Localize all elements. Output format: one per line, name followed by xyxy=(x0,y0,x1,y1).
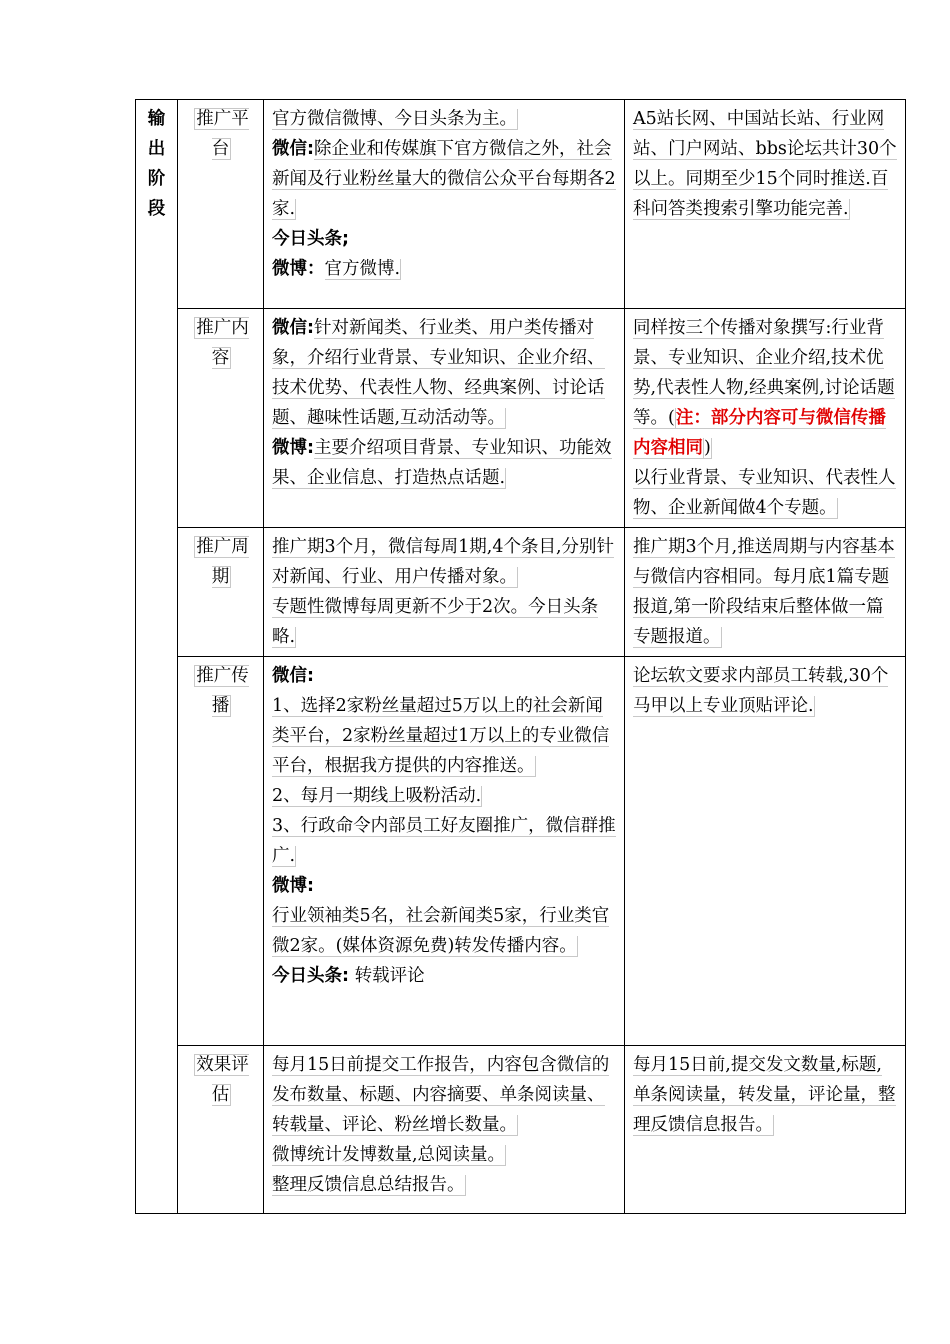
table-row-period xyxy=(136,528,906,657)
spread-item: 1、选择2家粉丝量超过5万以上的社会新闻类平台，2家粉丝量超过1万以上的专业微信平台，根据我方提供的内容推送。 xyxy=(272,696,610,776)
forum-cell xyxy=(625,528,906,657)
table-row-platform xyxy=(136,100,906,309)
row-label-cell xyxy=(178,100,264,309)
evaluation-text: 微博统计发博数量,总阅读量。 xyxy=(272,1145,506,1165)
forum-cell xyxy=(625,100,906,309)
wechat-weibo-cell xyxy=(264,1046,625,1214)
table-row-evaluation xyxy=(136,1046,906,1214)
weibo-text: 官方微博. xyxy=(324,259,401,279)
period-text: 推广期3个月，微信每周1期,4个条目,分别针对新闻、行业、用户传播对象。 xyxy=(272,537,615,587)
toutiao-label: 今日头条; xyxy=(272,229,349,249)
forum-text: 推广期3个月,推送周期与内容基本与微信内容相同。每月底1篇专题报道,第一阶段结束后整体做一篇专题报道。 xyxy=(633,537,895,647)
wechat-weibo-cell xyxy=(264,100,625,309)
spread-item: 2、每月一期线上吸粉活动. xyxy=(272,786,482,806)
period-text: 专题性微博每周更新不少于2次。今日头条略. xyxy=(272,597,599,647)
wechat-label: 微信: xyxy=(272,666,314,686)
forum-text: ) xyxy=(704,438,711,458)
table-row-spread xyxy=(136,657,906,1046)
forum-text: 论坛软文要求内部员工转载,30个马甲以上专业顶贴评论. xyxy=(633,666,889,716)
forum-cell xyxy=(625,309,906,528)
weibo-label: 微博： xyxy=(272,259,325,279)
wechat-weibo-cell xyxy=(264,309,625,528)
row-label: 推广内容 xyxy=(196,318,249,368)
forum-text: 每月15日前,提交发文数量,标题,单条阅读量，转发量，评论量，整理反馈信息报告。 xyxy=(633,1055,896,1135)
wechat-text: 除企业和传媒旗下官方微信之外，社会新闻及行业粉丝量大的微信公众平台每期各2家. xyxy=(272,139,616,219)
row-label-cell xyxy=(178,309,264,528)
table-row-content xyxy=(136,309,906,528)
stage-cell xyxy=(136,100,178,1214)
spread-item: 3、行政命令内部员工好友圈推广，微信群推广. xyxy=(272,816,616,866)
row-label: 推广传播 xyxy=(196,666,249,716)
row-label: 效果评估 xyxy=(196,1055,249,1105)
row-label-cell xyxy=(178,657,264,1046)
toutiao-label: 今日头条: xyxy=(272,966,349,986)
toutiao-text: 转载评论 xyxy=(354,966,425,986)
evaluation-text: 整理反馈信息总结报告。 xyxy=(272,1175,465,1195)
platform-intro: 官方微信微博、今日头条为主。 xyxy=(272,109,517,129)
plan-table xyxy=(135,99,906,1214)
evaluation-text: 每月15日前提交工作报告，内容包含微信的发布数量、标题、内容摘要、单条阅读量、转载量、评论、粉丝增长数量。 xyxy=(272,1055,610,1135)
wechat-label: 微信: xyxy=(272,139,314,159)
wechat-weibo-cell xyxy=(264,528,625,657)
wechat-label: 微信: xyxy=(272,318,314,338)
weibo-label: 微博: xyxy=(272,876,314,896)
stage-char: 输 xyxy=(147,109,166,129)
stage-char: 阶 xyxy=(147,169,166,189)
row-label-cell xyxy=(178,528,264,657)
forum-cell xyxy=(625,1046,906,1214)
weibo-text: 行业领袖类5名，社会新闻类5家，行业类官微2家。(媒体资源免费)转发传播内容。 xyxy=(272,906,610,956)
weibo-label: 微博: xyxy=(272,438,314,458)
forum-text: 以行业背景、专业知识、代表性人物、企业新闻做4个专题。 xyxy=(633,468,896,518)
forum-text: 同样按三个传播对象撰写:行业背景、专业知识、企业介绍,技术优势,代表性人物,经典案例,讨论话题等。( xyxy=(633,318,895,428)
row-label: 推广平台 xyxy=(196,109,249,159)
stage-char: 出 xyxy=(147,139,166,159)
forum-text: A5站长网、中国站长站、行业网站、门户网站、bbs论坛共计30个以上。同期至少15个同时推送.百科问答类搜索引擎功能完善. xyxy=(633,109,897,219)
wechat-text: 针对新闻类、行业类、用户类传播对象，介绍行业背景、专业知识、企业介绍、技术优势、代表性人物、经典案例、讨论话题、趣味性话题,互动活动等。 xyxy=(272,318,605,428)
row-label: 推广周期 xyxy=(196,537,249,587)
forum-cell xyxy=(625,657,906,1046)
red-note: 注：部分内容可与微信传播内容相同 xyxy=(633,408,886,458)
weibo-text: 主要介绍项目背景、专业知识、功能效果、企业信息、打造热点话题. xyxy=(272,438,612,488)
stage-char: 段 xyxy=(147,199,166,219)
row-label-cell xyxy=(178,1046,264,1214)
wechat-weibo-cell xyxy=(264,657,625,1046)
